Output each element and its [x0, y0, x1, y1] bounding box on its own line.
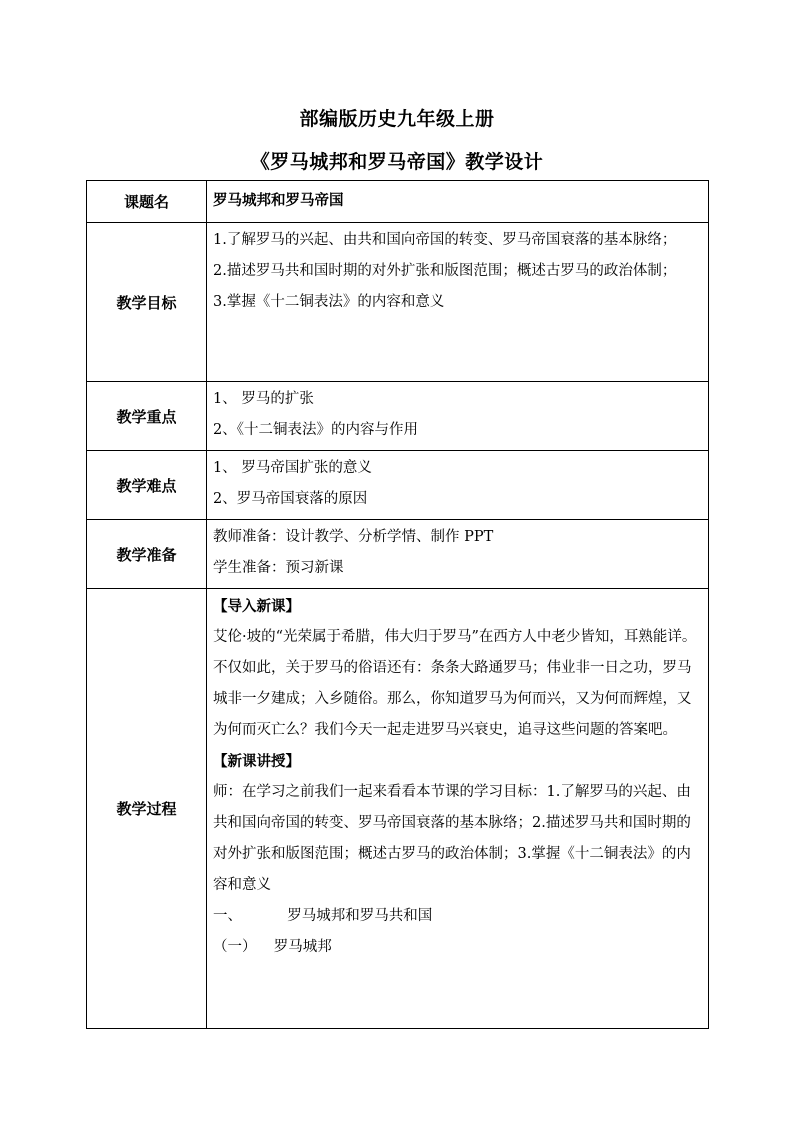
label-difficulties: 教学难点: [87, 451, 207, 520]
section-heading-1: [213, 901, 702, 932]
topic-text: 罗马城邦和罗马帝国: [213, 191, 344, 209]
objective-line-1: 1.了解罗马的兴起、由共和国向帝国的转变、罗马帝国衰落的基本脉络；: [213, 232, 677, 248]
paragraph-intro-2: 不仅如此，关于罗马的俗语还有：条条大路通罗马；伟业非一日之功，罗马城非一夕建成；入乡随俗。那么，你知道罗马为何而兴，又为何而辉煌，又为何而灭亡么？我们今天一起走进罗马兴衰史，追寻这些问题的答案吧。: [213, 660, 692, 738]
label-preparation: 教学准备: [87, 520, 207, 589]
value-difficulties: [207, 451, 709, 520]
value-topic: [207, 181, 709, 223]
difficulty-2: 2、罗马帝国衰落的原因: [213, 491, 368, 507]
table-row-process: [87, 589, 709, 1029]
table-row-preparation: [87, 520, 709, 589]
key-point-1: 1、 罗马的扩张: [213, 391, 314, 407]
value-process: [207, 589, 709, 1029]
table-row-objectives: [87, 223, 709, 382]
heading-new-lesson: 【新课讲授】: [213, 753, 300, 770]
value-key-points: [207, 382, 709, 451]
table-row-key-points: [87, 382, 709, 451]
label-key-points: 教学重点: [87, 382, 207, 451]
paragraph-new-lesson: 师：在学习之前我们一起来看看本节课的学习目标：1.了解罗马的兴起、由共和国向帝国的转变、罗马帝国衰落的基本脉络；2.描述罗马共和国时期的对外扩张和版图范围；概述古罗马的政治体制；3.掌握《十二铜表法》的内容和意义: [213, 784, 691, 893]
section-title: 罗马城邦和罗马共和国: [287, 908, 433, 924]
value-preparation: [207, 520, 709, 589]
label-objectives: 教学目标: [87, 223, 207, 382]
document-title: 部编版历史九年级上册: [299, 108, 495, 130]
value-objectives: [207, 223, 709, 382]
lesson-plan-table: [86, 180, 709, 1029]
preparation-student: 学生准备：预习新课: [213, 560, 344, 576]
table-row-topic: [87, 181, 709, 223]
objective-line-3: 3.掌握《十二铜表法》的内容和意义: [213, 294, 445, 310]
paragraph-intro-1: 艾伦·坡的“光荣属于希腊，伟大归于罗马”在西方人中老少皆知，耳熟能详。: [213, 629, 697, 645]
subsection-number: （一）: [213, 939, 257, 955]
subsection-heading-1: [213, 932, 702, 963]
table-row-difficulties: [87, 451, 709, 520]
objective-line-2: 2.描述罗马共和国时期的对外扩张和版图范围；概述古罗马的政治体制；: [213, 263, 677, 279]
heading-intro: 【导入新课】: [213, 598, 300, 615]
key-point-2: 2、《十二铜表法》的内容与作用: [213, 422, 418, 438]
label-process: 教学过程: [87, 589, 207, 1029]
label-topic: 课题名: [87, 181, 207, 223]
difficulty-1: 1、 罗马帝国扩张的意义: [213, 460, 372, 476]
document-subtitle: 《罗马城邦和罗马帝国》教学设计: [250, 151, 544, 173]
section-number: 一、: [213, 908, 242, 924]
subsection-title: 罗马城邦: [273, 939, 332, 955]
preparation-teacher: 教师准备：设计教学、分析学情、制作 PPT: [213, 529, 494, 545]
